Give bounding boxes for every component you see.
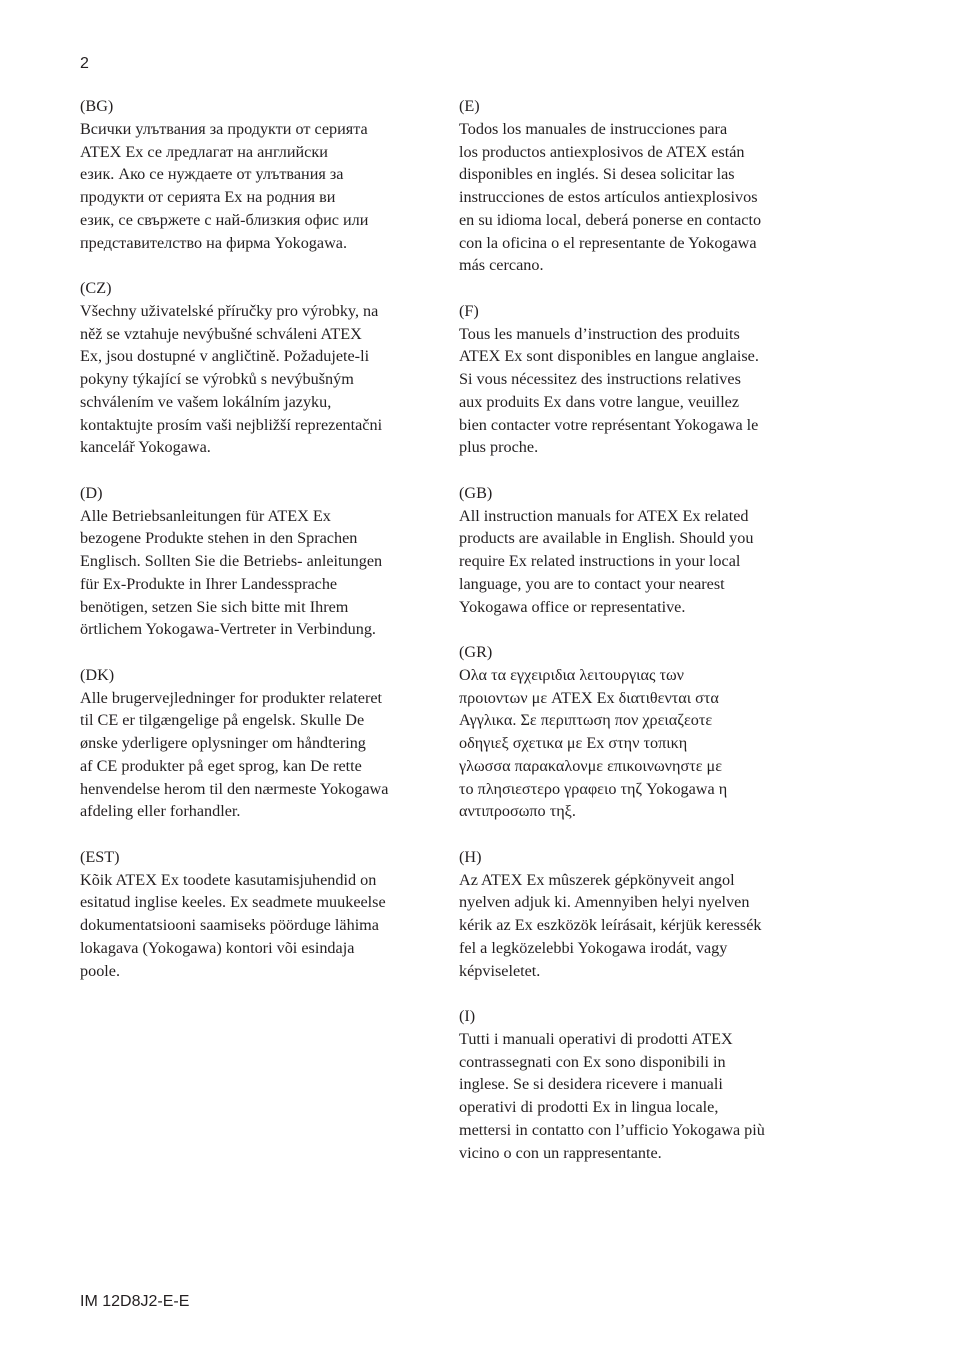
paragraph-line: operativi di prodotti Ex in lingua locale, <box>459 1098 719 1116</box>
language-code: (D) <box>80 483 103 502</box>
right-column <box>459 95 829 1187</box>
paragraph-line: Ex, jsou dostupné v angličtině. Požadujete-li <box>80 347 370 366</box>
language-code: (E) <box>459 97 480 115</box>
paragraph-line: pokyny týkající se výrobků s nevýbušným <box>80 370 354 388</box>
language-code: (GR) <box>459 643 493 661</box>
paragraph-line: af CE produkter på eget sprog, kan De rette <box>80 756 362 775</box>
paragraph-line: henvendelse herom til den nærmeste Yokogawa <box>80 779 389 798</box>
paragraph-line: Az ATEX Ex mûszerek gépkönyveit angol <box>459 870 735 889</box>
paragraph-line: products are available in English. Should you <box>459 529 754 548</box>
paragraph-line: Tutti i manuali operativi di prodotti ATEX <box>459 1029 733 1048</box>
paragraph-line: bien contacter votre représentant Yokogawa le <box>459 415 759 434</box>
language-section <box>80 664 440 823</box>
paragraph-line: Tous les manuels d’instruction des produits <box>459 324 740 343</box>
paragraph-line: Kõik ATEX Ex toodete kasutamisjuhendid on <box>80 870 377 889</box>
paragraph-line: plus proche. <box>459 438 539 457</box>
paragraph-line: ATEX Ex се лредлагат на английски <box>80 142 328 161</box>
paragraph-line: disponibles en inglés. Si desea solicitar las <box>459 165 735 184</box>
paragraph-line: require Ex related instructions in your local <box>459 552 741 570</box>
language-section <box>80 846 440 983</box>
language-code: (GB) <box>459 483 493 502</box>
paragraph-line: език. Ако се нуждаете от улътвания за <box>80 165 344 184</box>
paragraph-line: örtlichem Yokogawa-Vertreter in Verbindung. <box>80 620 376 639</box>
language-section <box>80 277 440 459</box>
paragraph-line: Todos los manuales de instrucciones para <box>459 119 728 138</box>
document-id-footer: IM 12D8J2-E-E <box>80 1293 190 1310</box>
paragraph-line: Alle Betriebsanleitungen für ATEX Ex <box>80 506 331 525</box>
paragraph-line: lokagava (Yokogawa) kontori või esindaja <box>80 938 355 957</box>
paragraph-line: něž se vztahuje nevýbušné schváleni ATEX <box>80 324 362 343</box>
language-section <box>459 641 829 823</box>
language-section <box>459 95 829 277</box>
paragraph-line: Всички улътвания за продукти от серията <box>80 119 368 138</box>
language-section <box>459 300 829 459</box>
paragraph-line: προιοντων με ATEX Ex διατιθενται στα <box>459 688 719 707</box>
paragraph-line: fel a legközelebbi Yokogawa irodát, vagy <box>459 938 728 957</box>
paragraph-line: ønske yderligere oplysninger om håndtering <box>80 734 366 752</box>
paragraph-line: til CE er tilgængelige på engelsk. Skulle De <box>80 711 365 730</box>
paragraph-line: Yokogawa office or representative. <box>459 597 686 616</box>
paragraph-line: esitatud inglise keeles. Ex seadmete muukeelse <box>80 893 386 912</box>
language-section <box>459 482 829 619</box>
paragraph-line: αντιπροσωπο τηξ. <box>459 802 576 821</box>
language-section <box>459 846 829 983</box>
paragraph-line: All instruction manuals for ATEX Ex related <box>459 506 749 525</box>
paragraph-line: γλωσσα παρακαλονμε επικοινωνηστε με <box>459 756 723 775</box>
paragraph-line: benötigen, setzen Sie sich bitte mit Ihrem <box>80 597 349 616</box>
paragraph-line: Ολα τα εγχειριδια λειτουργιας των <box>459 665 684 684</box>
paragraph-line: език, се свържете с най-близкия офис или <box>80 210 369 229</box>
paragraph-line: ATEX Ex sont disponibles en langue anglaise. <box>459 347 759 366</box>
left-column <box>80 95 440 1005</box>
paragraph-line: Si vous nécessitez des instructions relatives <box>459 370 741 388</box>
paragraph-line: Všechny uživatelské příručky pro výrobky, na <box>80 301 379 320</box>
language-code: (DK) <box>80 665 115 684</box>
paragraph-line: το πλησιεστερο γραφειο τηζ Yokogawa η <box>459 779 728 798</box>
paragraph-line: más cercano. <box>459 256 544 275</box>
paragraph-line: bezogene Produkte stehen in den Sprachen <box>80 529 358 548</box>
paragraph-line: kérik az Ex eszközök leírásait, kérjük keressék <box>459 916 762 934</box>
paragraph-line: Alle brugervejledninger for produkter relateret <box>80 688 383 707</box>
language-code: (I) <box>459 1007 476 1025</box>
language-section <box>459 1005 829 1164</box>
paragraph-line: οδηγιεξ σχετικα με Ex στην τοπικη <box>459 734 688 752</box>
paragraph-line: kontaktujte prosím vaši nejbližší reprezentačni <box>80 415 383 434</box>
paragraph-line: los productos antiexplosivos de ATEX están <box>459 142 745 161</box>
paragraph-line: kancelář Yokogawa. <box>80 438 211 457</box>
language-code: (F) <box>459 301 479 320</box>
paragraph-line: inglese. Se si desidera ricevere i manuali <box>459 1075 723 1094</box>
paragraph-line: contrassegnati con Ex sono disponibili in <box>459 1052 726 1071</box>
paragraph-line: Αγγλικα. Σε περιπτωση πον χρειαζεοτε <box>459 711 713 730</box>
paragraph-line: продукти от серията Ex на родния ви <box>80 188 336 206</box>
paragraph-line: language, you are to contact your nearest <box>459 574 725 593</box>
paragraph-line: für Ex-Produkte in Ihrer Landessprache <box>80 574 338 593</box>
language-section <box>80 482 440 641</box>
page-number: 2 <box>80 55 89 72</box>
language-code: (EST) <box>80 847 120 866</box>
language-code: (H) <box>459 847 482 866</box>
language-code: (BG) <box>80 97 114 115</box>
language-section <box>80 95 440 254</box>
paragraph-line: schválením ve vašem lokálním jazyku, <box>80 392 332 411</box>
paragraph-line: képviseletet. <box>459 961 541 980</box>
paragraph-line: afdeling eller forhandler. <box>80 802 241 821</box>
paragraph-line: con la oficina o el representante de Yokogawa <box>459 233 757 252</box>
paragraph-line: dokumentatsiooni saamiseks pöörduge lähima <box>80 916 379 934</box>
paragraph-line: poole. <box>80 961 121 980</box>
paragraph-line: instrucciones de estos artículos antiexplosivos <box>459 188 758 206</box>
language-code: (CZ) <box>80 279 112 297</box>
paragraph-line: vicino o con un rappresentante. <box>459 1143 662 1162</box>
paragraph-line: mettersi in contatto con l’ufficio Yokogawa più <box>459 1120 765 1139</box>
paragraph-line: nyelven adjuk ki. Amennyiben helyi nyelven <box>459 893 750 912</box>
paragraph-line: aux produits Ex dans votre langue, veuillez <box>459 392 740 411</box>
paragraph-line: en su idioma local, deberá ponerse en contacto <box>459 210 762 229</box>
paragraph-line: представителство на фирма Yokogawa. <box>80 233 347 252</box>
paragraph-line: Englisch. Sollten Sie die Betriebs- anleitungen <box>80 552 383 570</box>
